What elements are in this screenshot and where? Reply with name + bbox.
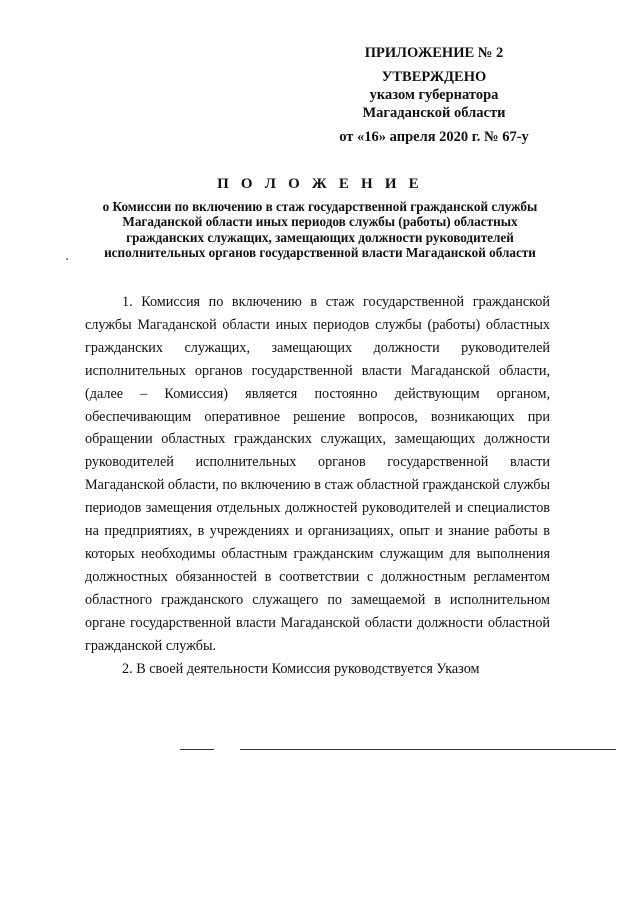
footer-rule-short [180, 749, 214, 750]
decree-line-2: Магаданской области [362, 105, 506, 121]
appendix-label: ПРИЛОЖЕНИЕ № 2 [364, 45, 504, 61]
document-body [85, 291, 550, 680]
decree-line-1: указом губернатора [369, 87, 499, 103]
paragraph-1: 1. Комиссия по включению в стаж государственной гражданской службы Магаданской области иных периодов службы (работы) областных гражданских служащих, замещающих должности руководителей исполнительных органов государственной власти Магаданской области, (далее – Комиссия) является постоянно действующим органом, обеспечивающим оперативное решение вопросов, возникающих при обращении областных гражданских служащих, замещающих должности руководителей исполнительных органов государственной власти Магаданской области, по включению в стаж областной гражданской службы периодов замещения отдельных должностей руководителей и специалистов на предприятиях, в учреждениях и организациях, опыт и знание работы в которых необходимы областным гражданским служащим для выполнения должностных обязанностей в соответствии с должностным регламентом областного гражданского служащего по замещаемой в исполнительном органе государственной власти Магаданской области должности областной гражданской службы. [85, 294, 550, 654]
document-heading [85, 176, 555, 260]
decree-date: от «16» апреля 2020 г. № 67-у [339, 129, 529, 145]
document-subtitle: о Комиссии по включению в стаж государственной гражданской службы Магаданской области иных периодов службы (работы) областных гражданских служащих, замещающих должности руководителей исполнительных органов государственной власти Магаданской области [102, 199, 538, 260]
approval-block [318, 44, 550, 146]
document-title: П О Л О Ж Е Н И Е [217, 176, 423, 192]
approved-label: УТВЕРЖДЕНО [381, 69, 487, 85]
scan-speck [66, 258, 68, 260]
footer-rule-long [240, 749, 616, 750]
paragraph-2: 2. В своей деятельности Комиссия руководствуется Указом [122, 660, 480, 677]
